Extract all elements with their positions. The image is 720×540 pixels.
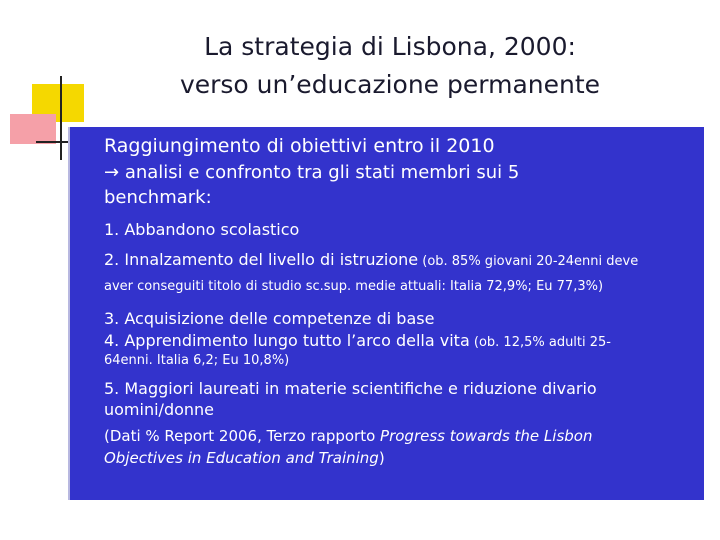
- slide-title: [100, 28, 680, 104]
- benchmark-item-3: 3. Acquisizione delle competenze di base: [104, 309, 435, 328]
- source-title-part-2: Objectives in Education and Training: [104, 449, 379, 467]
- subheading-text: analisi e confronto tra gli stati membri sui 5: [119, 162, 520, 183]
- source-prefix: (Dati % Report 2006, Terzo rapporto: [104, 427, 381, 445]
- source-suffix: ): [378, 449, 385, 467]
- heading-line: Raggiungimento di obiettivi entro il 2010: [104, 135, 495, 157]
- slide-title-line-2: verso un’educazione permanente: [179, 70, 601, 99]
- benchmark-item-1: 1. Abbandono scolastico: [104, 220, 300, 239]
- source-line-1: [104, 425, 698, 447]
- benchmark-item-4-note: (ob. 12,5% adulti 25-: [469, 335, 611, 350]
- slide-body: [104, 130, 698, 469]
- benchmark-item-5-line-2: uomini/donne: [104, 400, 215, 419]
- benchmark-item-2-note-cont: aver conseguiti titolo di studio sc.sup. medie attuali: Italia 72,9%; Eu 77,3%): [104, 279, 604, 294]
- arrow-icon: →: [104, 162, 120, 183]
- benchmark-item-4-note-cont: 64enni. Italia 6,2; Eu 10,8%): [104, 353, 290, 368]
- benchmark-item-2: [104, 249, 698, 273]
- benchmark-item-4-label: 4. Apprendimento lungo tutto l’arco della vita: [104, 331, 470, 350]
- benchmark-item-2-note: (ob. 85% giovani 20-24enni deve: [418, 254, 639, 269]
- source-title-part-1: Progress towards the Lisbon: [380, 427, 593, 445]
- benchmark-item-5-line-1: 5. Maggiori laureati in materie scientifiche e riduzione divario: [104, 379, 597, 398]
- decorative-horizontal-line: [36, 141, 70, 143]
- benchmark-item-2-label: 2. Innalzamento del livello di istruzione: [104, 250, 419, 269]
- decorative-vertical-line: [60, 76, 62, 160]
- source-line-2: [104, 447, 698, 469]
- subheading-line-2: benchmark:: [104, 187, 212, 208]
- subheading-line-1: [104, 160, 698, 185]
- slide-title-line-1: La strategia di Lisbona, 2000:: [204, 32, 576, 61]
- decorative-red-square: [10, 114, 56, 144]
- benchmark-item-4: [104, 330, 698, 354]
